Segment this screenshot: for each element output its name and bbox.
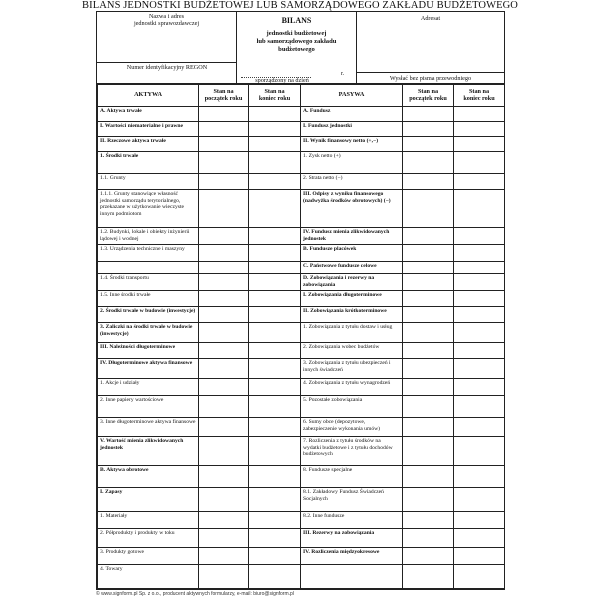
- pasywa-item-label: 8. Fundusze specjalne: [301, 466, 403, 488]
- pasywa-item-label: IV. Rozliczenia międzyokresowe: [301, 548, 403, 565]
- pasywa-end-value[interactable]: [454, 190, 505, 228]
- pasywa-item-label: 6. Sumy obce (depozytowe, zabezpieczenie wykonania umów): [301, 418, 403, 437]
- bilans-subtitle-2: lub samorządowego zakładu: [256, 38, 337, 45]
- aktywa-start-value[interactable]: [199, 137, 249, 152]
- aktywa-item-label: 1. Akcje i udziały: [98, 379, 199, 396]
- pasywa-end-value[interactable]: [454, 466, 505, 488]
- aktywa-start-value[interactable]: [199, 245, 249, 262]
- aktywa-start-value[interactable]: [199, 228, 249, 245]
- aktywa-item-label: I. Zapasy: [98, 488, 199, 512]
- pasywa-start-value[interactable]: [403, 466, 454, 488]
- pasywa-item-label: II. Wynik finansowy netto (+,−): [301, 137, 403, 152]
- balance-table: [97, 84, 505, 589]
- aktywa-end-value[interactable]: [249, 262, 301, 274]
- pasywa-end-value[interactable]: [454, 307, 505, 323]
- pasywa-start-value[interactable]: [403, 548, 454, 565]
- aktywa-item-label: 4. Towary: [98, 565, 199, 589]
- aktywa-item-label: I. Wartości niematerialne i prawne: [98, 122, 199, 137]
- aktywa-end-header: Stan na koniec roku: [249, 85, 301, 107]
- pasywa-item-label: III. Odpisy z wyniku finansowego (nadwyżka środków obrotowych) (−): [301, 190, 403, 228]
- regon-label: Numer identyfikacyjny REGON: [97, 62, 237, 71]
- pasywa-end-value[interactable]: [454, 274, 505, 291]
- table-row: [98, 152, 505, 174]
- pasywa-end-value[interactable]: [454, 291, 505, 307]
- pasywa-start-header: Stan na początek roku: [403, 85, 454, 107]
- pasywa-start-value[interactable]: [403, 565, 454, 589]
- aktywa-item-label: II. Rzeczowe aktywa trwałe: [98, 137, 199, 152]
- aktywa-start-value[interactable]: [199, 190, 249, 228]
- aktywa-end-value[interactable]: [249, 190, 301, 228]
- aktywa-item-label: 1. Środki trwałe: [98, 152, 199, 174]
- date-suffix: r.: [341, 71, 345, 77]
- table-row: [98, 245, 505, 262]
- balance-sheet-form: [96, 11, 505, 590]
- pasywa-start-value[interactable]: [403, 488, 454, 512]
- aktywa-end-value[interactable]: [249, 379, 301, 396]
- table-row: [98, 512, 505, 529]
- table-row: [98, 323, 505, 343]
- aktywa-start-value[interactable]: [199, 262, 249, 274]
- pasywa-end-value[interactable]: [454, 437, 505, 466]
- aktywa-end-value[interactable]: [249, 488, 301, 512]
- pasywa-start-value[interactable]: [403, 262, 454, 274]
- pasywa-item-label: III. Rezerwy na zobowiązania: [301, 529, 403, 548]
- pasywa-start-value[interactable]: [403, 122, 454, 137]
- pasywa-end-value[interactable]: [454, 529, 505, 548]
- table-row: [98, 174, 505, 190]
- table-row: [98, 488, 505, 512]
- pasywa-item-label: 8.1. Zakładowy Fundusz Świadczeń Socjalnych: [301, 488, 403, 512]
- aktywa-item-label: [98, 262, 199, 274]
- aktywa-item-label: 1.1.1. Grunty stanowiące własność jednostki samorządu terytorialnego, przekazane w użytkowanie wieczyste innym podmiotom: [98, 190, 199, 228]
- aktywa-item-label: 1. Materiały: [98, 512, 199, 529]
- form-header: [97, 12, 504, 84]
- pasywa-end-value[interactable]: [454, 565, 505, 589]
- pasywa-end-value[interactable]: [454, 107, 505, 122]
- pasywa-start-value[interactable]: [403, 359, 454, 379]
- aktywa-start-value[interactable]: [199, 122, 249, 137]
- pasywa-item-label: C. Państwowe fundusze celowe: [301, 262, 403, 274]
- pasywa-start-value[interactable]: [403, 418, 454, 437]
- table-row: [98, 466, 505, 488]
- aktywa-start-value[interactable]: [199, 274, 249, 291]
- table-row: [98, 307, 505, 323]
- pasywa-start-value[interactable]: [403, 437, 454, 466]
- date-label: sporządzony na dzień: [255, 77, 309, 84]
- table-header-row: [98, 85, 505, 107]
- table-row: [98, 379, 505, 396]
- aktywa-item-label: 1.3. Urządzenia techniczne i maszyny: [98, 245, 199, 262]
- aktywa-end-value[interactable]: [249, 291, 301, 307]
- pasywa-start-value[interactable]: [403, 190, 454, 228]
- addressee-label: Adresat: [420, 15, 441, 22]
- pasywa-start-value[interactable]: [403, 152, 454, 174]
- pasywa-start-value[interactable]: [403, 307, 454, 323]
- aktywa-item-label: 2. Środki trwałe w budowie (inwestycje): [98, 307, 199, 323]
- aktywa-end-value[interactable]: [249, 107, 301, 122]
- pasywa-start-value[interactable]: [403, 529, 454, 548]
- table-row: [98, 228, 505, 245]
- pasywa-item-label: I. Fundusz jednostki: [301, 122, 403, 137]
- pasywa-item-label: 3. Zobowiązania z tytułu ubezpieczeń i innych świadczeń: [301, 359, 403, 379]
- aktywa-start-value[interactable]: [199, 291, 249, 307]
- aktywa-header: AKTYWA: [98, 85, 199, 107]
- aktywa-end-value[interactable]: [249, 548, 301, 565]
- pasywa-end-header: Stan na koniec roku: [454, 85, 505, 107]
- aktywa-end-value[interactable]: [249, 245, 301, 262]
- aktywa-start-value[interactable]: [199, 437, 249, 466]
- aktywa-start-value[interactable]: [199, 307, 249, 323]
- aktywa-end-value[interactable]: [249, 418, 301, 437]
- pasywa-start-value[interactable]: [403, 174, 454, 190]
- aktywa-end-value[interactable]: [249, 137, 301, 152]
- table-row: [98, 359, 505, 379]
- aktywa-item-label: 1.4. Środki transportu: [98, 274, 199, 291]
- aktywa-end-value[interactable]: [249, 323, 301, 343]
- aktywa-end-value[interactable]: [249, 437, 301, 466]
- balance-table-container: [97, 84, 504, 591]
- aktywa-start-value[interactable]: [199, 379, 249, 396]
- pasywa-start-value[interactable]: [403, 245, 454, 262]
- pasywa-start-value[interactable]: [403, 228, 454, 245]
- aktywa-item-label: 1.5. Inne środki trwałe: [98, 291, 199, 307]
- aktywa-start-value[interactable]: [199, 152, 249, 174]
- pasywa-end-value[interactable]: [454, 262, 505, 274]
- aktywa-end-value[interactable]: [249, 466, 301, 488]
- form-title: BILANS JEDNOSTKI BUDŻETOWEJ LUB SAMORZĄDOWEGO ZAKŁADU BUDŻETOWEGO: [82, 0, 518, 11]
- send-without-letter-label: Wysłać bez pisma przewodniego: [357, 72, 504, 82]
- pasywa-start-value[interactable]: [403, 512, 454, 529]
- pasywa-start-value[interactable]: [403, 379, 454, 396]
- table-row: [98, 418, 505, 437]
- aktywa-item-label: A. Aktywa trwałe: [98, 107, 199, 122]
- pasywa-end-value[interactable]: [454, 379, 505, 396]
- pasywa-item-label: I. Zobowiązania długoterminowe: [301, 291, 403, 307]
- pasywa-item-label: B. Fundusze placówek: [301, 245, 403, 262]
- aktywa-end-value[interactable]: [249, 529, 301, 548]
- pasywa-item-label: D. Zobowiązania i rezerwy na zobowiązania: [301, 274, 403, 291]
- aktywa-item-label: 3. Zaliczki na środki trwałe w budowie (inwestycje): [98, 323, 199, 343]
- aktywa-end-value[interactable]: [249, 274, 301, 291]
- aktywa-end-value[interactable]: [249, 343, 301, 359]
- pasywa-header: PASYWA: [301, 85, 403, 107]
- footer-note: © www.signform.pl Sp. z o.o., producent aktywnych formularzy, e-mail: biuro@signform.pl: [96, 591, 294, 597]
- aktywa-item-label: IV. Długoterminowe aktywa finansowe: [98, 359, 199, 379]
- aktywa-start-value[interactable]: [199, 396, 249, 418]
- pasywa-start-value[interactable]: [403, 396, 454, 418]
- aktywa-end-value[interactable]: [249, 565, 301, 589]
- table-row: [98, 122, 505, 137]
- reporting-unit-box[interactable]: [97, 12, 237, 84]
- aktywa-start-value[interactable]: [199, 488, 249, 512]
- table-row: [98, 529, 505, 548]
- pasywa-end-value[interactable]: [454, 174, 505, 190]
- pasywa-end-value[interactable]: [454, 228, 505, 245]
- pasywa-end-value[interactable]: [454, 323, 505, 343]
- pasywa-item-label: II. Zobowiązania krótkoterminowe: [301, 307, 403, 323]
- table-row: [98, 343, 505, 359]
- aktywa-start-value[interactable]: [199, 565, 249, 589]
- aktywa-item-label: 3. Produkty gotowe: [98, 548, 199, 565]
- pasywa-end-value[interactable]: [454, 359, 505, 379]
- pasywa-start-value[interactable]: [403, 137, 454, 152]
- bilans-subtitle-1: jednostki budżetowej: [266, 30, 327, 37]
- aktywa-end-value[interactable]: [249, 307, 301, 323]
- addressee-box[interactable]: [357, 12, 504, 84]
- aktywa-item-label: 1.1. Grunty: [98, 174, 199, 190]
- table-row: [98, 437, 505, 466]
- pasywa-item-label: 4. Zobowiązania z tytułu wynagrodzeń: [301, 379, 403, 396]
- pasywa-item-label: 1. Zysk netto (+): [301, 152, 403, 174]
- pasywa-end-value[interactable]: [454, 245, 505, 262]
- table-row: [98, 548, 505, 565]
- aktywa-start-value[interactable]: [199, 323, 249, 343]
- aktywa-start-value[interactable]: [199, 343, 249, 359]
- table-row: [98, 396, 505, 418]
- pasywa-item-label: 5. Pozostałe zobowiązania: [301, 396, 403, 418]
- pasywa-item-label: IV. Fundusz mienia zlikwidowanych jednostek: [301, 228, 403, 245]
- document-title-box: [237, 12, 357, 84]
- pasywa-item-label: 7. Rozliczenia z tytułu środków na wydatki budżetowe i z tytułu dochodów budżetowych: [301, 437, 403, 466]
- table-row: [98, 190, 505, 228]
- aktywa-start-value[interactable]: [199, 548, 249, 565]
- pasywa-item-label: A. Fundusz: [301, 107, 403, 122]
- table-row: [98, 565, 505, 589]
- pasywa-item-label: 2. Zobowiązania wobec budżetów: [301, 343, 403, 359]
- aktywa-start-value[interactable]: [199, 359, 249, 379]
- pasywa-start-value[interactable]: [403, 343, 454, 359]
- pasywa-start-value[interactable]: [403, 274, 454, 291]
- pasywa-item-label: [301, 565, 403, 589]
- table-row: [98, 291, 505, 307]
- pasywa-start-value[interactable]: [403, 291, 454, 307]
- aktywa-start-value[interactable]: [199, 174, 249, 190]
- aktywa-item-label: 1.2. Budynki, lokale i obiekty inżynierii lądowej i wodnej: [98, 228, 199, 245]
- aktywa-end-value[interactable]: [249, 228, 301, 245]
- bilans-subtitle-3: budżetowego: [278, 46, 315, 53]
- pasywa-start-value[interactable]: [403, 107, 454, 122]
- aktywa-end-value[interactable]: [249, 152, 301, 174]
- pasywa-item-label: 8.2. Inne fundusze: [301, 512, 403, 529]
- pasywa-end-value[interactable]: [454, 548, 505, 565]
- aktywa-start-value[interactable]: [199, 512, 249, 529]
- pasywa-end-value[interactable]: [454, 152, 505, 174]
- aktywa-start-header: Stan na początek roku: [199, 85, 249, 107]
- pasywa-end-value[interactable]: [454, 512, 505, 529]
- aktywa-end-value[interactable]: [249, 396, 301, 418]
- aktywa-item-label: 2. Inne papiery wartościowe: [98, 396, 199, 418]
- table-row: [98, 274, 505, 291]
- table-row: [98, 262, 505, 274]
- aktywa-end-value[interactable]: [249, 359, 301, 379]
- pasywa-end-value[interactable]: [454, 418, 505, 437]
- aktywa-item-label: B. Aktywa obrotowe: [98, 466, 199, 488]
- pasywa-end-value[interactable]: [454, 396, 505, 418]
- pasywa-end-value[interactable]: [454, 137, 505, 152]
- aktywa-item-label: V. Wartość mienia zlikwidowanych jednostek: [98, 437, 199, 466]
- aktywa-start-value[interactable]: [199, 529, 249, 548]
- bilans-title: BILANS: [281, 16, 312, 25]
- pasywa-start-value[interactable]: [403, 323, 454, 343]
- pasywa-end-value[interactable]: [454, 122, 505, 137]
- table-row: [98, 137, 505, 152]
- aktywa-end-value[interactable]: [249, 512, 301, 529]
- aktywa-end-value[interactable]: [249, 174, 301, 190]
- table-row: [98, 107, 505, 122]
- pasywa-end-value[interactable]: [454, 343, 505, 359]
- aktywa-start-value[interactable]: [199, 466, 249, 488]
- aktywa-end-value[interactable]: [249, 122, 301, 137]
- pasywa-item-label: 2. Strata netto (−): [301, 174, 403, 190]
- pasywa-item-label: 1. Zobowiązania z tytułu dostaw i usług: [301, 323, 403, 343]
- aktywa-item-label: III. Należności długoterminowe: [98, 343, 199, 359]
- pasywa-end-value[interactable]: [454, 488, 505, 512]
- unit-address-label: jednostki sprawozdawczej: [133, 20, 200, 27]
- aktywa-item-label: 2. Półprodukty i produkty w toku: [98, 529, 199, 548]
- aktywa-start-value[interactable]: [199, 418, 249, 437]
- unit-name-label: Nazwa i adres: [148, 13, 185, 20]
- aktywa-item-label: 3. Inne długoterminowe aktywa finansowe: [98, 418, 199, 437]
- aktywa-start-value[interactable]: [199, 107, 249, 122]
